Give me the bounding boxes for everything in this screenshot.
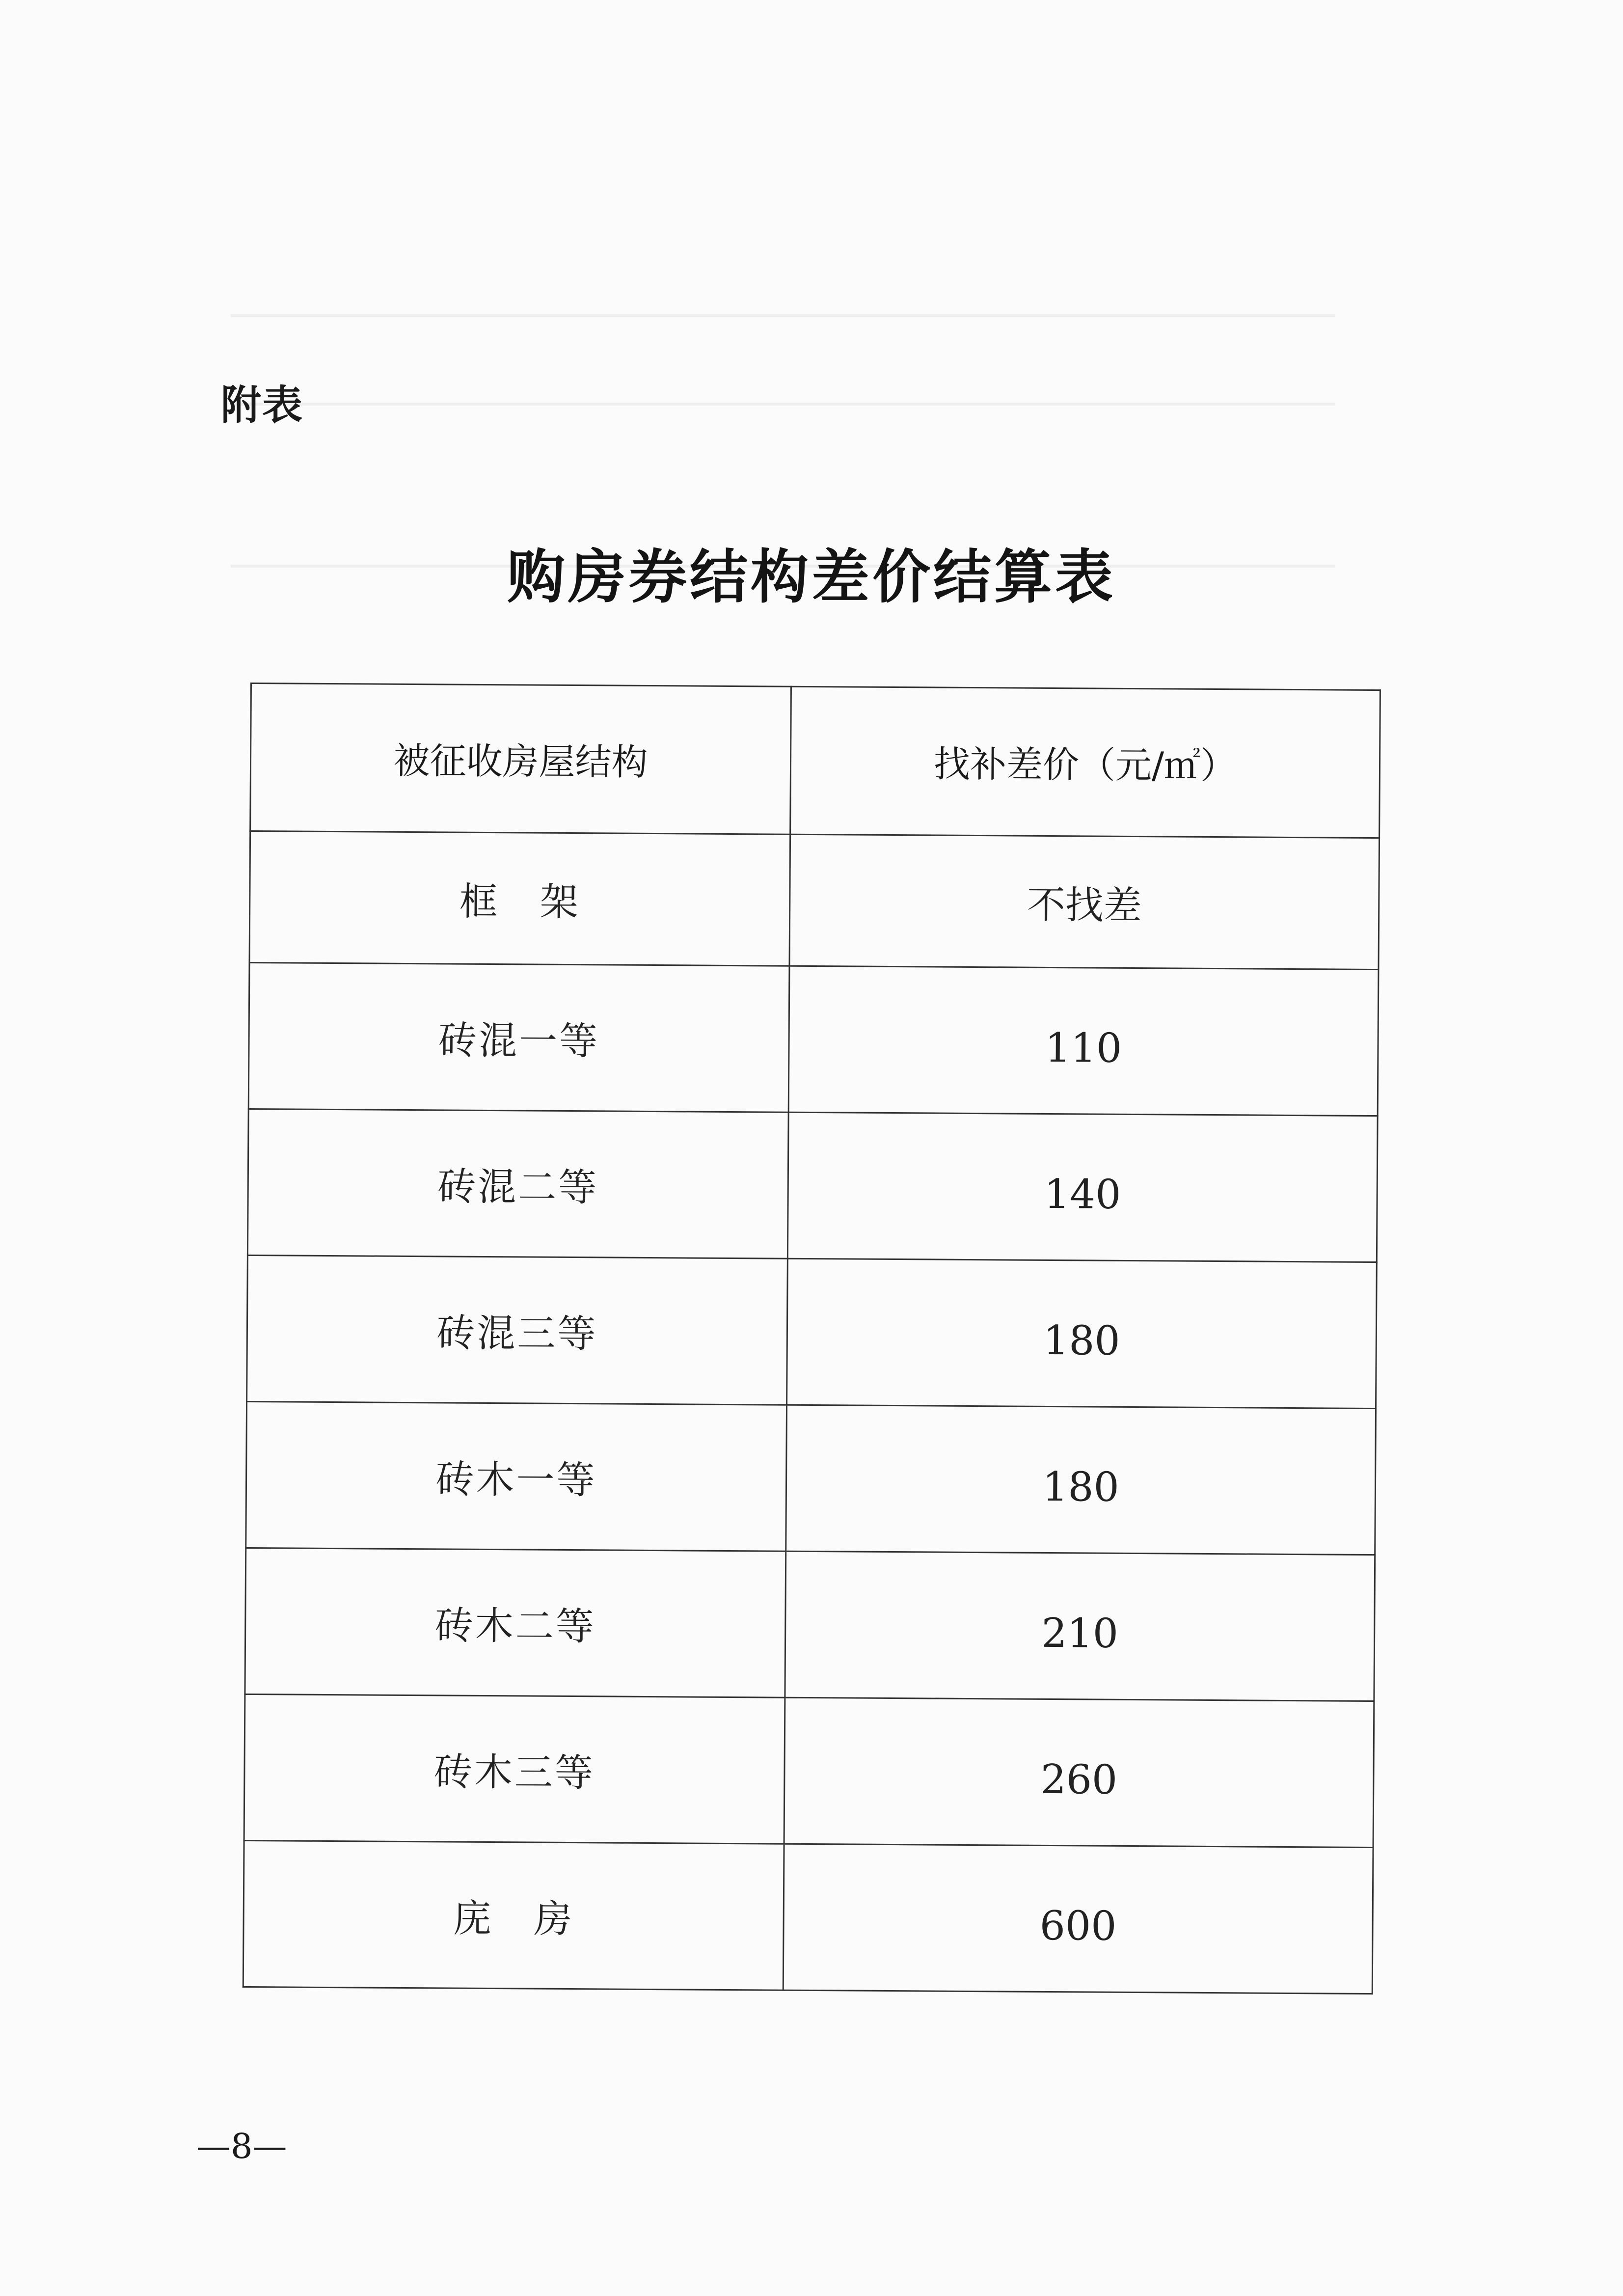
- cell-price: 260: [784, 1697, 1374, 1847]
- settlement-table: [243, 683, 1381, 1995]
- attachment-label: 附表: [221, 382, 304, 429]
- table-row: [247, 1255, 1377, 1408]
- table-row: [249, 831, 1380, 970]
- page-number: —8—: [196, 2126, 287, 2166]
- cell-structure: 庑 房: [243, 1840, 784, 1990]
- cell-structure: 砖混一等: [248, 962, 789, 1112]
- table-header-row: [250, 683, 1380, 838]
- cell-price: 140: [787, 1112, 1378, 1262]
- cell-price: 110: [788, 966, 1379, 1116]
- cell-structure: 砖木三等: [244, 1694, 785, 1844]
- bleed-through-line: [231, 403, 1335, 406]
- cell-structure: 砖混二等: [247, 1109, 788, 1258]
- table-row: [247, 1109, 1378, 1262]
- header-structure: 被征收房屋结构: [250, 683, 791, 835]
- cell-price: 180: [787, 1258, 1377, 1408]
- cell-price: 不找差: [789, 834, 1380, 969]
- cell-price: 600: [783, 1844, 1373, 1994]
- bleed-through-line: [231, 314, 1335, 317]
- table-row: [246, 1401, 1376, 1555]
- cell-price: 180: [786, 1405, 1376, 1555]
- table-row: [244, 1694, 1374, 1847]
- table-row: [243, 1840, 1373, 1994]
- header-price-difference: 找补差价（元/㎡）: [790, 686, 1380, 838]
- table-row: [245, 1548, 1375, 1701]
- table-row: [248, 962, 1379, 1116]
- page-title: 购房券结构差价结算表: [507, 543, 1116, 611]
- cell-structure: 框 架: [249, 831, 790, 966]
- cell-price: 210: [785, 1551, 1375, 1701]
- cell-structure: 砖木一等: [246, 1401, 787, 1551]
- cell-structure: 砖混三等: [247, 1255, 788, 1405]
- cell-structure: 砖木二等: [245, 1548, 786, 1697]
